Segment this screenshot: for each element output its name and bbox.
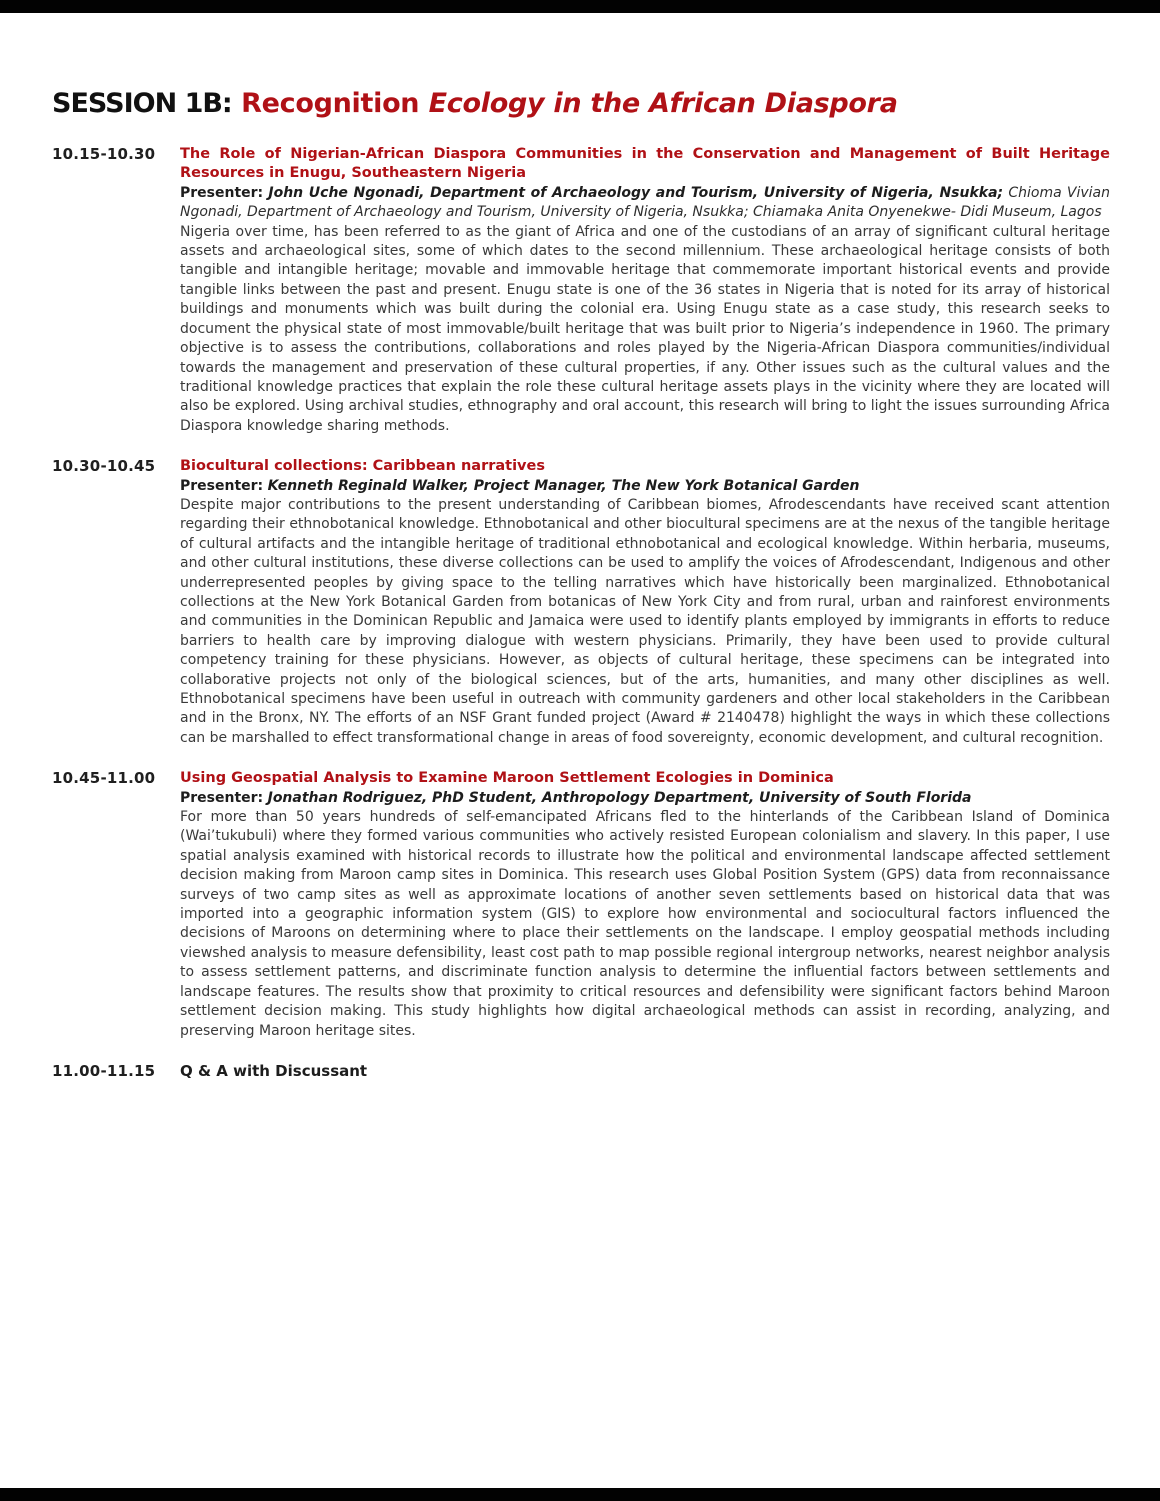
talk-abstract: Nigeria over time, has been referred to as the giant of Africa and one of the custodians of an array of significant cultural heritage assets and archaeological sites, some of which dates to the second millennium. These archaeological heritage consists of both tangible and intangible heritage; movable and immovable heritage that commemorate important historical events and provide tangible links between the past and present. Enugu state is one of the 36 states in Nigeria that is noted for its array of historical buildings and monuments which was built during the colonial era. Using Enugu state as a case study, this research seeks to document the physical state of most immovable/built heritage that was built prior to Nigeria’s independence in 1960. The primary objective is to assess the contributions, collaborations and roles played by the Nigeria-African Diaspora communities/individual towards the management and preservation of these cultural properties, if any. Other issues such as the cultural values and the traditional knowledge practices that explain the role these cultural heritage assets plays in the vicinity where they are located will also be explored. Using archival studies, ethnography and oral account, this research will bring to light the issues surrounding Africa Diaspora knowledge sharing methods. (180, 223, 1110, 434)
time-label: 10.30-10.45 (52, 457, 156, 476)
presenter-label: Presenter: (180, 789, 264, 806)
presenter-line (180, 477, 1110, 496)
talk-title: The Role of Nigerian-African Diaspora Communities in the Conservation and Management of Built Heritage Resources in Enugu, Southeastern Nigeria (180, 146, 1110, 182)
presenter-name: Jonathan Rodriguez, PhD Student, Anthropology Department, University of South Florida (267, 789, 972, 806)
presenter-line (180, 789, 1110, 808)
presenter-label: Presenter: (180, 184, 264, 201)
session-heading (52, 88, 1110, 119)
schedule-slot-2 (52, 457, 1110, 748)
session-title-lead: Recognition (241, 88, 420, 119)
schedule-slot-qa (52, 1062, 1110, 1081)
talk-abstract: Despite major contributions to the present understanding of Caribbean biomes, Afrodescendants have received scant attention regarding their ethnobotanical knowledge. Ethnobotanical and other biocultural specimens are at the nexus of the tangible heritage of cultural artifacts and the intangible heritage of traditional ethnobotanical and ecological knowledge. Within herbaria, museums, and other cultural institutions, these diverse collections can be used to amplify the voices of Afrodescendant, Indigenous and other underrepresented peoples by giving space to the telling narratives which have historically been marginalized. Ethnobotanical collections at the New York Botanical Garden from botanicas of New York City and from rural, urban and rainforest environments and communities in the Dominican Republic and Jamaica were used to identify plants employed by immigrants in efforts to reduce barriers to health care by improving dialogue with western physicians. Primarily, they have been used to provide cultural competency training for these physicians. However, as objects of cultural heritage, these specimens can be integrated into collaborative projects not only of the biological sciences, but of the arts, humanities, and many other disciplines as well. Ethnobotanical specimens have been useful in outreach with community gardeners and other local stakeholders in the Caribbean and in the Bronx, NY. The efforts of an NSF Grant funded project (Award # 2140478) highlight the ways in which these collections can be marshalled to effect transformational change in areas of food sovereignty, economic development, and cultural recognition. (180, 496, 1110, 746)
schedule-slot-1 (52, 145, 1110, 436)
presenter-name: Kenneth Reginald Walker, Project Manager, The New York Botanical Garden (267, 477, 860, 494)
time-label: 11.00-11.15 (52, 1061, 156, 1080)
presenter-label: Presenter: (180, 477, 264, 494)
talk-title: Using Geospatial Analysis to Examine Maroon Settlement Ecologies in Dominica (180, 770, 834, 787)
time-label: 10.45-11.00 (52, 769, 156, 788)
presenter-name: John Uche Ngonadi, Department of Archaeology and Tourism, University of Nigeria, Nsukka; (268, 184, 1004, 201)
talk-abstract: For more than 50 years hundreds of self-emancipated Africans fled to the hinterlands of the Caribbean Island of Dominica (Wai’tukubuli) where they formed various communities who actively resisted European colonialism and slavery. In this paper, I use spatial analysis examined with historical records to illustrate how the political and environmental landscape affected settlement decision making from Maroon camp sites in Dominica. This research uses Global Position System (GPS) data from reconnaissance surveys of two camp sites as well as approximate locations of another seven settlements based on historical data that was imported into a geographic information system (GIS) to explore how environmental and sociocultural factors influenced the decisions of Maroons on determining where to place their settlements on the landscape. I employ geospatial methods including viewshed analysis to measure defensibility, least cost path to map possible regional intergroup networks, nearest neighbor analysis to assess settlement patterns, and discriminate function analysis to determine the influential factors between settlements and landscape features. The results show that proximity to critical resources and defensibility were significant factors behind Maroon settlement decision making. This study highlights how digital archaeological methods can assist in recording, analyzing, and preserving Maroon heritage sites. (180, 809, 1110, 1039)
bottom-border-bar (0, 1488, 1160, 1501)
talk-block (180, 769, 1110, 1041)
talk-title: Biocultural collections: Caribbean narratives (180, 458, 545, 475)
talk-block (180, 145, 1110, 436)
talk-block (180, 457, 1110, 748)
co-authors: Chioma Vivian Ngonadi, Department of Archaeology and Tourism, University of Nigeria, Nsukka; Chiamaka Anita Onyenekwe- Didi Museum, Lagos (180, 184, 1111, 221)
time-label: 10.15-10.30 (52, 145, 156, 164)
qa-label: Q & A with Discussant (180, 1061, 368, 1080)
schedule-slot-3 (52, 769, 1110, 1041)
top-border-bar (0, 0, 1160, 13)
session-title-italic: Ecology in the African Diaspora (428, 88, 898, 119)
session-label: SESSION 1B: (52, 88, 232, 119)
presenter-line (180, 184, 1110, 223)
